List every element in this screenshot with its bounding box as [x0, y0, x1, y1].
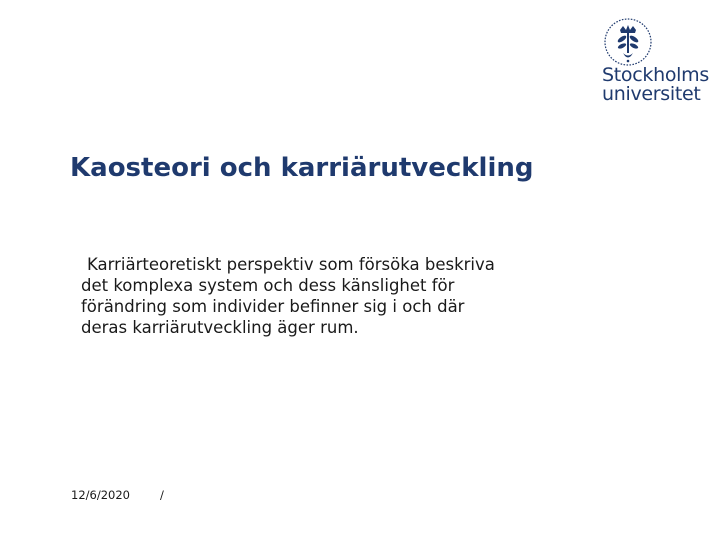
university-name-line2: universitet [602, 83, 701, 105]
university-seal-icon [602, 16, 654, 68]
university-logo [598, 16, 709, 106]
slide-body [81, 254, 561, 338]
university-name-line1: Stockholms [602, 64, 709, 86]
body-line: Karriärteoretiskt perspektiv som försöka beskriva [87, 255, 495, 274]
body-line: det komplexa system och dess känslighet för [81, 276, 455, 295]
university-name [602, 64, 709, 105]
slide-title: Kaosteori och karriärutveckling [70, 153, 534, 183]
footer-separator: / [160, 488, 164, 502]
body-line: deras karriärutveckling äger rum. [81, 318, 359, 337]
footer-date: 12/6/2020 [71, 488, 130, 502]
body-line: förändring som individer befinner sig i och där [81, 297, 465, 316]
